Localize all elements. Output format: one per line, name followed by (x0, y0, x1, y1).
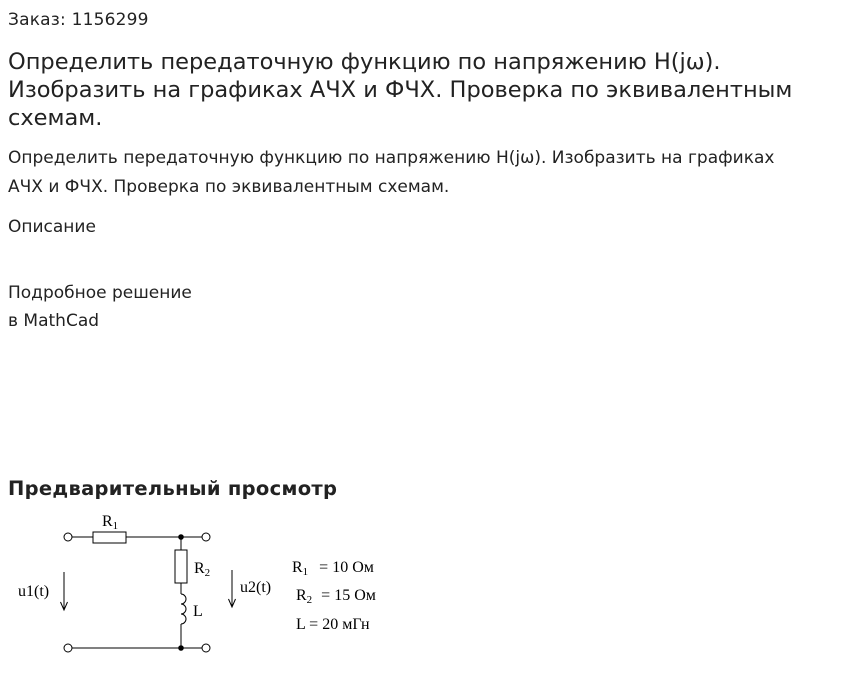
param-r1: R1 = 10 Ом (292, 559, 374, 578)
output-terminal-top (202, 533, 210, 541)
input-terminal-bottom (64, 644, 72, 652)
order-number: Заказ: 1156299 (8, 10, 149, 30)
circuit-preview-image (0, 500, 420, 670)
junction-node-bottom (179, 646, 184, 651)
preview-heading: Предварительный просмотр (8, 477, 338, 500)
r2-label: R2 (194, 560, 211, 579)
page-title: Определить передаточную функцию по напряжению H(jω). Изобразить на графиках АЧХ и ФЧХ. Проверка по эквивалентным схемам. (8, 49, 793, 131)
solution-line-2: в MathCad (8, 311, 100, 331)
circuit-schematic (61, 532, 236, 652)
inductor-l (181, 594, 186, 624)
param-r2: R2 = 15 Ом (296, 587, 376, 606)
output-terminal-bottom (202, 644, 210, 652)
param-l: L = 20 мГн (296, 616, 370, 633)
solution-info (8, 279, 192, 335)
u1-label: u1(t) (18, 583, 50, 600)
solution-line-1: Подробное решение (8, 283, 192, 303)
input-terminal-top (64, 533, 72, 541)
description-section-label: Описание (8, 217, 96, 237)
l-label: L (193, 603, 203, 620)
u2-label: u2(t) (240, 579, 272, 596)
r1-label: R1 (102, 513, 119, 532)
resistor-r1 (93, 532, 126, 543)
resistor-r2 (175, 550, 187, 583)
task-description: Определить передаточную функцию по напряжению H(jω). Изобразить на графиках АЧХ и ФЧХ. Проверка по эквивалентным схемам. (8, 148, 775, 197)
